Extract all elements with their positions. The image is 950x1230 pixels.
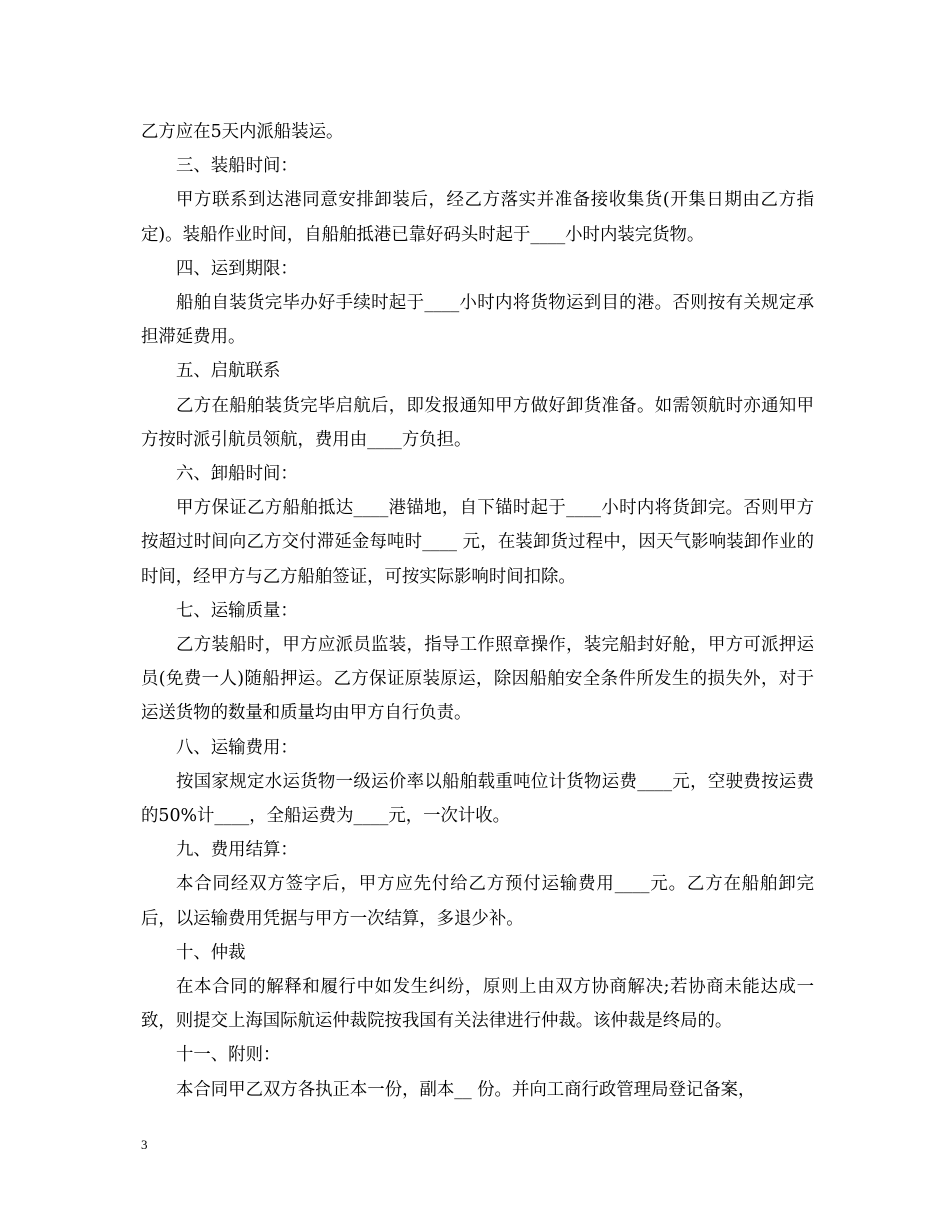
heading-cost-settlement: 九、费用结算： xyxy=(176,840,298,861)
heading-transport-quality: 七、运输质量： xyxy=(176,600,298,621)
paragraph-supplementary: 本合同甲乙双方各执正本一份，副本__ 份。并向工商行政管理局登记备案， xyxy=(176,1079,756,1100)
heading-loading-time: 三、装船时间： xyxy=(176,156,298,177)
heading-unloading-time: 六、卸船时间： xyxy=(176,464,298,485)
paragraph-transport-cost: 按国家规定水运货物一级运价率以船舶载重吨位计货物运费____元，空驶费按运费的50%计____，全船运费为____元，一次计收。 xyxy=(141,771,814,827)
document-body xyxy=(141,115,814,1107)
paragraph-dispatch-ship: 乙方应在5天内派船装运。 xyxy=(141,122,344,142)
paragraph-cost-settlement: 本合同经双方签字后，甲方应先付给乙方预付运输费用____元。乙方在船舶卸完后，以运输费用凭据与甲方一次结算，多退少补。 xyxy=(141,874,814,929)
heading-departure-contact: 五、启航联系 xyxy=(176,361,281,382)
heading-supplementary: 十一、附则： xyxy=(176,1045,281,1066)
paragraph-unloading-time: 甲方保证乙方船舶抵达____港锚地，自下锚时起于____小时内将货卸完。否则甲方按超过时间向乙方交付滞延金每吨时____ 元，在装卸货过程中，因天气影响装卸作业的时间，经甲方与乙方船舶签证，可按实际影响时间扣除。 xyxy=(141,498,814,587)
heading-transport-cost: 八、运输费用： xyxy=(176,737,298,758)
page-number: 3 xyxy=(141,1137,148,1152)
paragraph-departure-contact: 乙方在船舶装货完毕启航后，即发报通知甲方做好卸货准备。如需领航时亦通知甲方按时派引航员领航，费用由____方负担。 xyxy=(141,395,814,450)
paragraph-arbitration: 在本合同的解释和履行中如发生纠纷，原则上由双方协商解决;若协商未能达成一致，则提交上海国际航运仲裁院按我国有关法律进行仲裁。该仲裁是终局的。 xyxy=(141,977,814,1032)
paragraph-delivery-deadline: 船舶自装货完毕办好手续时起于____小时内将货物运到目的港。否则按有关规定承担滞延费用。 xyxy=(141,293,814,348)
heading-arbitration: 十、仲裁 xyxy=(176,942,246,963)
heading-delivery-deadline: 四、运到期限： xyxy=(176,258,298,279)
paragraph-transport-quality: 乙方装船时，甲方应派员监装，指导工作照章操作，装完船封好舱，甲方可派押运员(免费一人)随船押运。乙方保证原装原运，除因船舶安全条件所发生的损失外，对于运送货物的数量和质量均由甲方自行负责。 xyxy=(141,635,814,724)
paragraph-loading-time: 甲方联系到达港同意安排卸装后，经乙方落实并准备接收集货(开集日期由乙方指定)。装船作业时间，自船舶抵港已靠好码头时起于____小时内装完货物。 xyxy=(141,190,814,245)
